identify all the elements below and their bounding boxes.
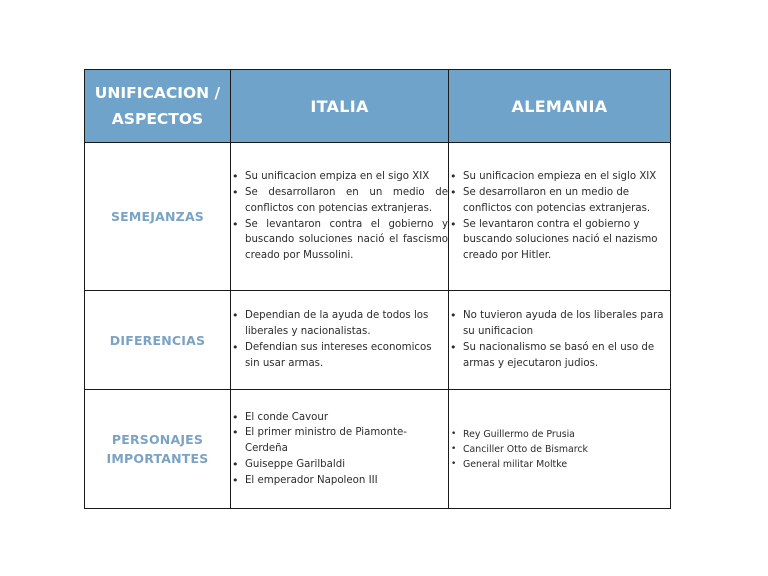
row-label-semejanzas: SEMEJANZAS bbox=[85, 143, 231, 291]
bullet-list bbox=[231, 410, 448, 489]
table-row-diferencias bbox=[85, 291, 671, 390]
row-label-diferencias: DIFERENCIAS bbox=[85, 291, 231, 390]
list-item: • Se levantaron contra el gobierno y buscando soluciones nació el fascismo creado por Mussolini. bbox=[245, 217, 448, 264]
list-item: • El emperador Napoleon III bbox=[245, 473, 448, 489]
list-item: • El primer ministro de Piamonte-Cerdeña bbox=[245, 425, 448, 457]
list-item: • Se levantaron contra el gobierno y buscando soluciones nació el nazismo creado por Hitler. bbox=[463, 217, 670, 264]
cell-diferencias-alemania bbox=[449, 291, 671, 390]
cell-diferencias-italia bbox=[231, 291, 449, 390]
corner-header: UNIFICACION / ASPECTOS bbox=[85, 70, 231, 143]
row-label-personajes: PERSONAJES IMPORTANTES bbox=[85, 390, 231, 509]
bullet-list bbox=[449, 427, 670, 472]
list-item: • Rey Guillermo de Prusia bbox=[463, 427, 670, 442]
list-item: • Su unificacion empieza en el siglo XIX bbox=[463, 169, 670, 185]
list-item: • Se desarrollaron en un medio de conflictos con potencias extranjeras. bbox=[245, 185, 448, 217]
bullet-list bbox=[449, 308, 670, 371]
column-header-alemania: ALEMANIA bbox=[449, 70, 671, 143]
list-item: • Su unificacion empiza en el sigo XIX bbox=[245, 169, 448, 185]
list-item: • Dependian de la ayuda de todos los liberales y nacionalistas. bbox=[245, 308, 448, 340]
list-item: • Se desarrollaron en un medio de conflictos con potencias extranjeras. bbox=[463, 185, 670, 217]
table-row-semejanzas bbox=[85, 143, 671, 291]
bullet-list bbox=[231, 308, 448, 371]
cell-personajes-italia bbox=[231, 390, 449, 509]
table-row-personajes bbox=[85, 390, 671, 509]
list-item: • Guiseppe Garilbaldi bbox=[245, 457, 448, 473]
cell-semejanzas-italia bbox=[231, 143, 449, 291]
list-item: • Defendian sus intereses economicos sin usar armas. bbox=[245, 340, 448, 372]
list-item: • El conde Cavour bbox=[245, 410, 448, 426]
list-item: • No tuvieron ayuda de los liberales para su unificacion bbox=[463, 308, 670, 340]
bullet-list bbox=[231, 169, 448, 264]
list-item: • Canciller Otto de Bismarck bbox=[463, 442, 670, 457]
table-header-row bbox=[85, 70, 671, 143]
cell-personajes-alemania bbox=[449, 390, 671, 509]
cell-semejanzas-alemania bbox=[449, 143, 671, 291]
comparison-table bbox=[84, 69, 671, 509]
list-item: • General militar Moltke bbox=[463, 457, 670, 472]
list-item: • Su nacionalismo se basó en el uso de armas y ejecutaron judios. bbox=[463, 340, 670, 372]
column-header-italia: ITALIA bbox=[231, 70, 449, 143]
bullet-list bbox=[449, 169, 670, 264]
